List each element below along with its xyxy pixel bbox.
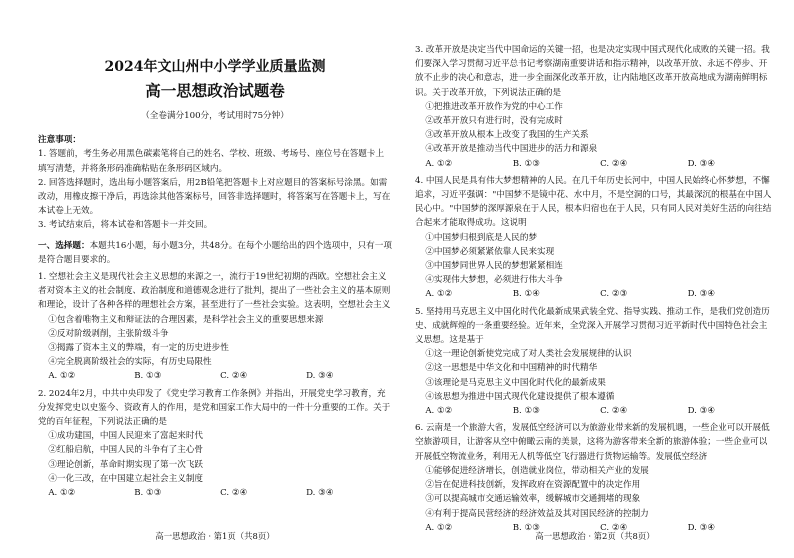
choice-a: A. ①② (48, 488, 76, 499)
choice-d: D. ③④ (306, 371, 334, 382)
choice-d: D. ③④ (687, 158, 716, 169)
question-option: ④改革开放是推动当代中国进步的活力和源泉 (425, 144, 598, 155)
question-option: ②中国梦必须紧紧依靠人民来实现 (425, 246, 555, 257)
question-option: ④一化三改，在中国建立起社会主义制度 (48, 473, 204, 484)
choice-b: B. ①③ (134, 371, 162, 382)
choice-b: B. ①④ (512, 289, 540, 300)
choice-c: C. ②③ (600, 289, 628, 300)
question-4 (415, 174, 775, 302)
question-option: ④该思想为推进中国式现代化建设提供了根本遵循 (425, 391, 615, 402)
exam-subtitle: （全卷满分100分，考试用时75分钟） (141, 111, 289, 121)
paper-title: 高一思想政治试题卷 (145, 81, 285, 100)
choice-c: C. ②④ (220, 371, 248, 382)
question-option: ④有利于提高民营经济的经济效益及其对国民经济的控制力 (425, 508, 649, 519)
question-option: ③中国梦同世界人民的梦想紧紧相连 (425, 261, 563, 272)
section-intro (38, 239, 392, 267)
choice-b: B. ①③ (512, 158, 540, 169)
question-option: ②红船启航，中国人民的斗争有了主心骨 (48, 445, 204, 456)
question-option: ①中国梦归根到底是人民的梦 (425, 232, 538, 243)
question-option: ③可以提高城市交通运输效率，缓解城市交通拥堵的现象 (425, 494, 641, 505)
right-column (415, 40, 775, 535)
question-option: ①这一理论创新使党完成了对人类社会发展规律的认识 (425, 349, 632, 360)
section-heading: 一、选择题： (38, 240, 90, 251)
question-option: ③改革开放从根本上改变了我国的生产关系 (425, 130, 589, 141)
question-1 (38, 270, 392, 384)
left-column (38, 40, 392, 500)
notice-item: 3. 考试结束后，将本试卷和答题卡一并交回。 (38, 220, 213, 231)
question-option: ①把推进改革开放作为党的中心工作 (425, 101, 563, 112)
question-2 (38, 387, 392, 501)
choice-a: A. ①② (425, 289, 453, 300)
choice-d: D. ③④ (687, 406, 716, 417)
notice-item: 1. 答题前，考生务必用黑色碳素笔将自己的姓名、学校、班级、考场号、座位号在答题卡上填写清楚，并将条形码准确粘贴在条形码区域内。 (38, 149, 385, 174)
question-option: ①能够促进经济增长，创造就业岗位，带动相关产业的发展 (425, 465, 649, 476)
answer-choices (415, 404, 775, 418)
notice-item: 2. 回答选择题时，选出每小题答案后，用2B铅笔把答题卡上对应题目的答案标号涂黑。如需改动，用橡皮擦干净后，再选涂其他答案标号，回答非选择题时，将答案写在答题卡上，写在本试卷上无效。 (38, 177, 391, 217)
choice-b: B. ①③ (134, 488, 162, 499)
question-stem: 2. 2024年2月，中共中央印发了《党史学习教育工作条例》并指出，开展党史学习教育，充分发挥党史以史鉴今、资政育人的作用，是党和国家工作大局中的一件十分重要的工作。关于党的百年征程，下列说法正确的是 (38, 388, 391, 428)
exam-title: 2024年文山州中小学学业质量监测 (104, 59, 326, 75)
choice-d: D. ③④ (687, 522, 716, 533)
choice-c: C. ②④ (600, 158, 628, 169)
answer-choices (38, 486, 392, 500)
page-footer-left: 高一思想政治 · 第1页（共8页） (155, 531, 275, 541)
question-option: ①成功建国，中国人民迎来了富起来时代 (48, 431, 204, 442)
question-stem: 4. 中国人民是具有伟大梦想精神的人民。在几千年历史长河中，中国人民始终心怀梦想，不懈追求，习近平强调："中国梦不是镜中花、水中月，不是空洞的口号，其最深沉的根基在中国人民心中。"中国梦的深厚源泉在于人民，根本归宿也在于人民，只有同人民对美好生活的向往结合起来才能取得成功。这说明 (415, 175, 772, 229)
question-option: ③揭露了资本主义的弊端，有一定的历史进步性 (48, 343, 229, 354)
choice-b: B. ①③ (512, 406, 540, 417)
answer-choices (415, 157, 775, 171)
question-stem: 6. 云南是一个旅游大省，发展低空经济可以为旅游业带来新的发展机遇，一些企业可以开展低空旅游项目，让游客从空中俯瞰云南的美景，这将为游客带来全新的旅游体验；一些企业可以开展低空物流业务，利用无人机等低空飞行器进行货物运输等。发展低空经济 (415, 423, 770, 462)
question-option: ③该理论是马克思主义中国化时代化的最新成果 (425, 377, 606, 388)
choice-c: C. ②④ (220, 488, 248, 499)
choice-d: D. ③④ (687, 289, 716, 300)
question-stem: 1. 空想社会主义是现代社会主义思想的来源之一，流行于19世纪初期的西欧。空想社会主义者对资本主义的社会制度、政治制度和道德观念进行了批判，提出了一些社会主义的基本原则和理论，设计了各种各样的理想社会方案，甚至进行了一些社会实验。这表明，空想社会主义 (38, 272, 391, 311)
question-option: ①包含着唯物主义和辩证法的合理因素，是科学社会主义的重要思想来源 (48, 314, 324, 325)
question-6 (415, 421, 775, 535)
section-text: 本题共16小题，每小题3分，共48分。在每个小题给出的四个选项中，只有一项是符合题目要求的。 (38, 240, 392, 265)
choice-c: C. ②④ (600, 522, 628, 533)
question-option: ③理论创新，革命时期实现了第一次飞跃 (48, 459, 204, 470)
choice-c: C. ②④ (600, 406, 628, 417)
answer-choices (38, 369, 392, 383)
question-option: ②改革开放只有进行时，没有完成时 (425, 116, 563, 127)
question-option: ④完全脱离阶级社会的实际，有历史局限性 (48, 357, 212, 368)
choice-d: D. ③④ (306, 488, 334, 499)
choice-a: A. ①② (425, 406, 453, 417)
choice-a: A. ①② (425, 522, 453, 533)
question-option: ②反对阶级剥削，主张阶级斗争 (48, 328, 169, 339)
question-option: ②这一思想是中华文化和中国精神的时代精华 (425, 363, 598, 374)
question-5 (415, 305, 775, 419)
choice-b: B. ①③ (512, 522, 540, 533)
choice-a: A. ①② (425, 158, 453, 169)
question-option: ②旨在促进科技创新，发挥政府在资源配置中的决定作用 (425, 480, 641, 491)
question-option: ④实现伟大梦想，必须进行伟大斗争 (425, 275, 563, 286)
answer-choices (415, 287, 775, 301)
page-footer-right: 高一思想政治 · 第2页（共8页） (535, 531, 655, 541)
question-stem: 5. 坚持用马克思主义中国化时代化最新成果武装全党、指导实践、推动工作，是我们党创造历史、成就辉煌的一条重要经验。近年来，全党深入开展学习贯彻习近平新时代中国特色社会主义思想。这是基于 (415, 306, 770, 346)
choice-a: A. ①② (48, 371, 76, 382)
question-stem: 3. 改革开放是决定当代中国命运的关键一招，也是决定实现中国式现代化成败的关键一招。我们要深入学习贯彻习近平总书记考察湖南重要讲话和指示精神，以改革开放、永远不停步、开放不止步的决心和意志，进一步全面深化改革开放，让内陆地区改革开放高地成为湖南鲜明标识。关于改革开放，下列说法正确的是 (415, 45, 770, 98)
question-3 (415, 43, 775, 171)
notice-heading: 注意事项： (38, 135, 81, 146)
